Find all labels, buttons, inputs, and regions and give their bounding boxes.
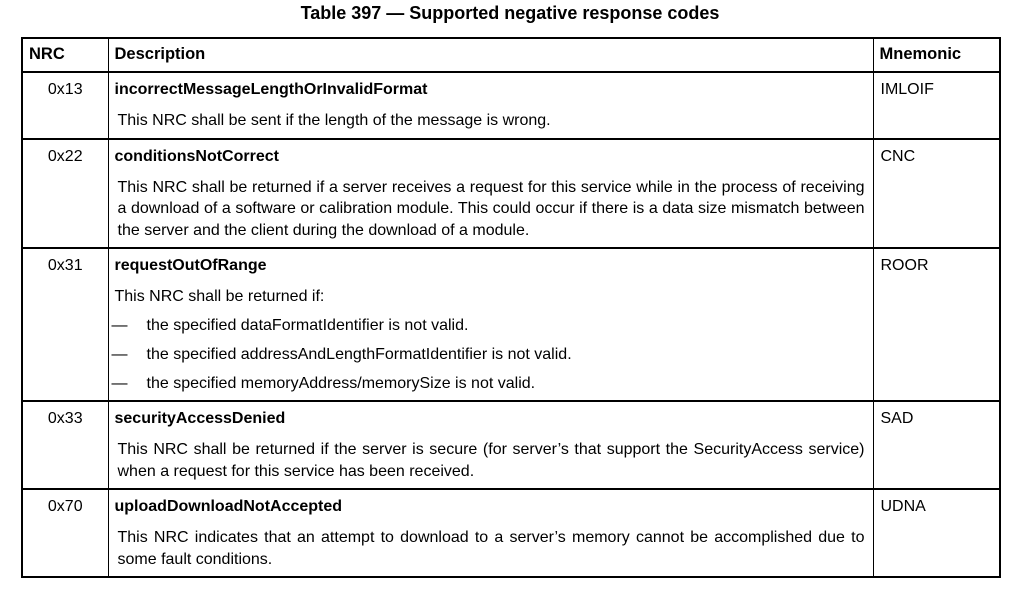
dash-marker: — bbox=[111, 346, 128, 363]
table-row bbox=[22, 72, 1000, 139]
nrc-description bbox=[108, 139, 873, 249]
nrc-description bbox=[108, 248, 873, 401]
nrc-text: This NRC shall be sent if the length of the message is wrong. bbox=[117, 112, 551, 129]
nrc-name: securityAccessDenied bbox=[114, 410, 286, 427]
nrc-mnemonic: CNC bbox=[873, 139, 1000, 249]
table-row bbox=[22, 401, 1000, 489]
dash-marker: — bbox=[111, 317, 128, 334]
nrc-text: This NRC indicates that an attempt to download to a server’s memory cannot be accomplished due to some fault conditions. bbox=[117, 529, 865, 568]
header-mnemonic: Mnemonic bbox=[873, 38, 1000, 72]
table-row bbox=[22, 248, 1000, 401]
list-item-text: the specified dataFormatIdentifier is not valid. bbox=[146, 317, 469, 334]
nrc-mnemonic: SAD bbox=[873, 401, 1000, 489]
nrc-name: uploadDownloadNotAccepted bbox=[114, 498, 343, 515]
list-item-text: the specified memoryAddress/memorySize is not valid. bbox=[146, 375, 536, 392]
nrc-description bbox=[108, 401, 873, 489]
nrc-intro: This NRC shall be returned if: bbox=[114, 288, 325, 305]
nrc-code: 0x70 bbox=[22, 489, 108, 577]
header-nrc: NRC bbox=[22, 38, 108, 72]
nrc-code: 0x31 bbox=[22, 248, 108, 401]
dash-marker: — bbox=[111, 375, 128, 392]
table-caption: Table 397 — Supported negative response codes bbox=[300, 3, 720, 23]
nrc-mnemonic: ROOR bbox=[873, 248, 1000, 401]
nrc-code: 0x13 bbox=[22, 72, 108, 139]
nrc-name: conditionsNotCorrect bbox=[114, 147, 279, 165]
nrc-text: This NRC shall be returned if the server is secure (for server’s that support the SecurityAccess service) when a request for this service has been received. bbox=[117, 441, 865, 480]
nrc-description bbox=[108, 489, 873, 577]
table-row bbox=[22, 489, 1000, 577]
nrc-name: incorrectMessageLengthOrInvalidFormat bbox=[114, 81, 428, 98]
nrc-mnemonic: IMLOIF bbox=[873, 72, 1000, 139]
list-item bbox=[111, 344, 865, 365]
table-row bbox=[22, 139, 1000, 249]
nrc-description bbox=[108, 72, 873, 139]
list-item bbox=[111, 315, 865, 336]
list-item-text: the specified addressAndLengthFormatIdentifier is not valid. bbox=[146, 346, 572, 363]
table-header-row bbox=[22, 38, 1000, 72]
nrc-text: This NRC shall be returned if a server receives a request for this service while in the process of receiving a download of a software or calibration module. This could occur if there is a data size mismatch between the server and the client during the download of a module. bbox=[117, 178, 865, 239]
nrc-table bbox=[21, 37, 1001, 578]
nrc-name: requestOutOfRange bbox=[114, 257, 267, 274]
header-description: Description bbox=[108, 38, 873, 72]
nrc-code: 0x33 bbox=[22, 401, 108, 489]
nrc-code: 0x22 bbox=[22, 139, 108, 249]
nrc-mnemonic: UDNA bbox=[873, 489, 1000, 577]
list-item bbox=[111, 373, 865, 394]
